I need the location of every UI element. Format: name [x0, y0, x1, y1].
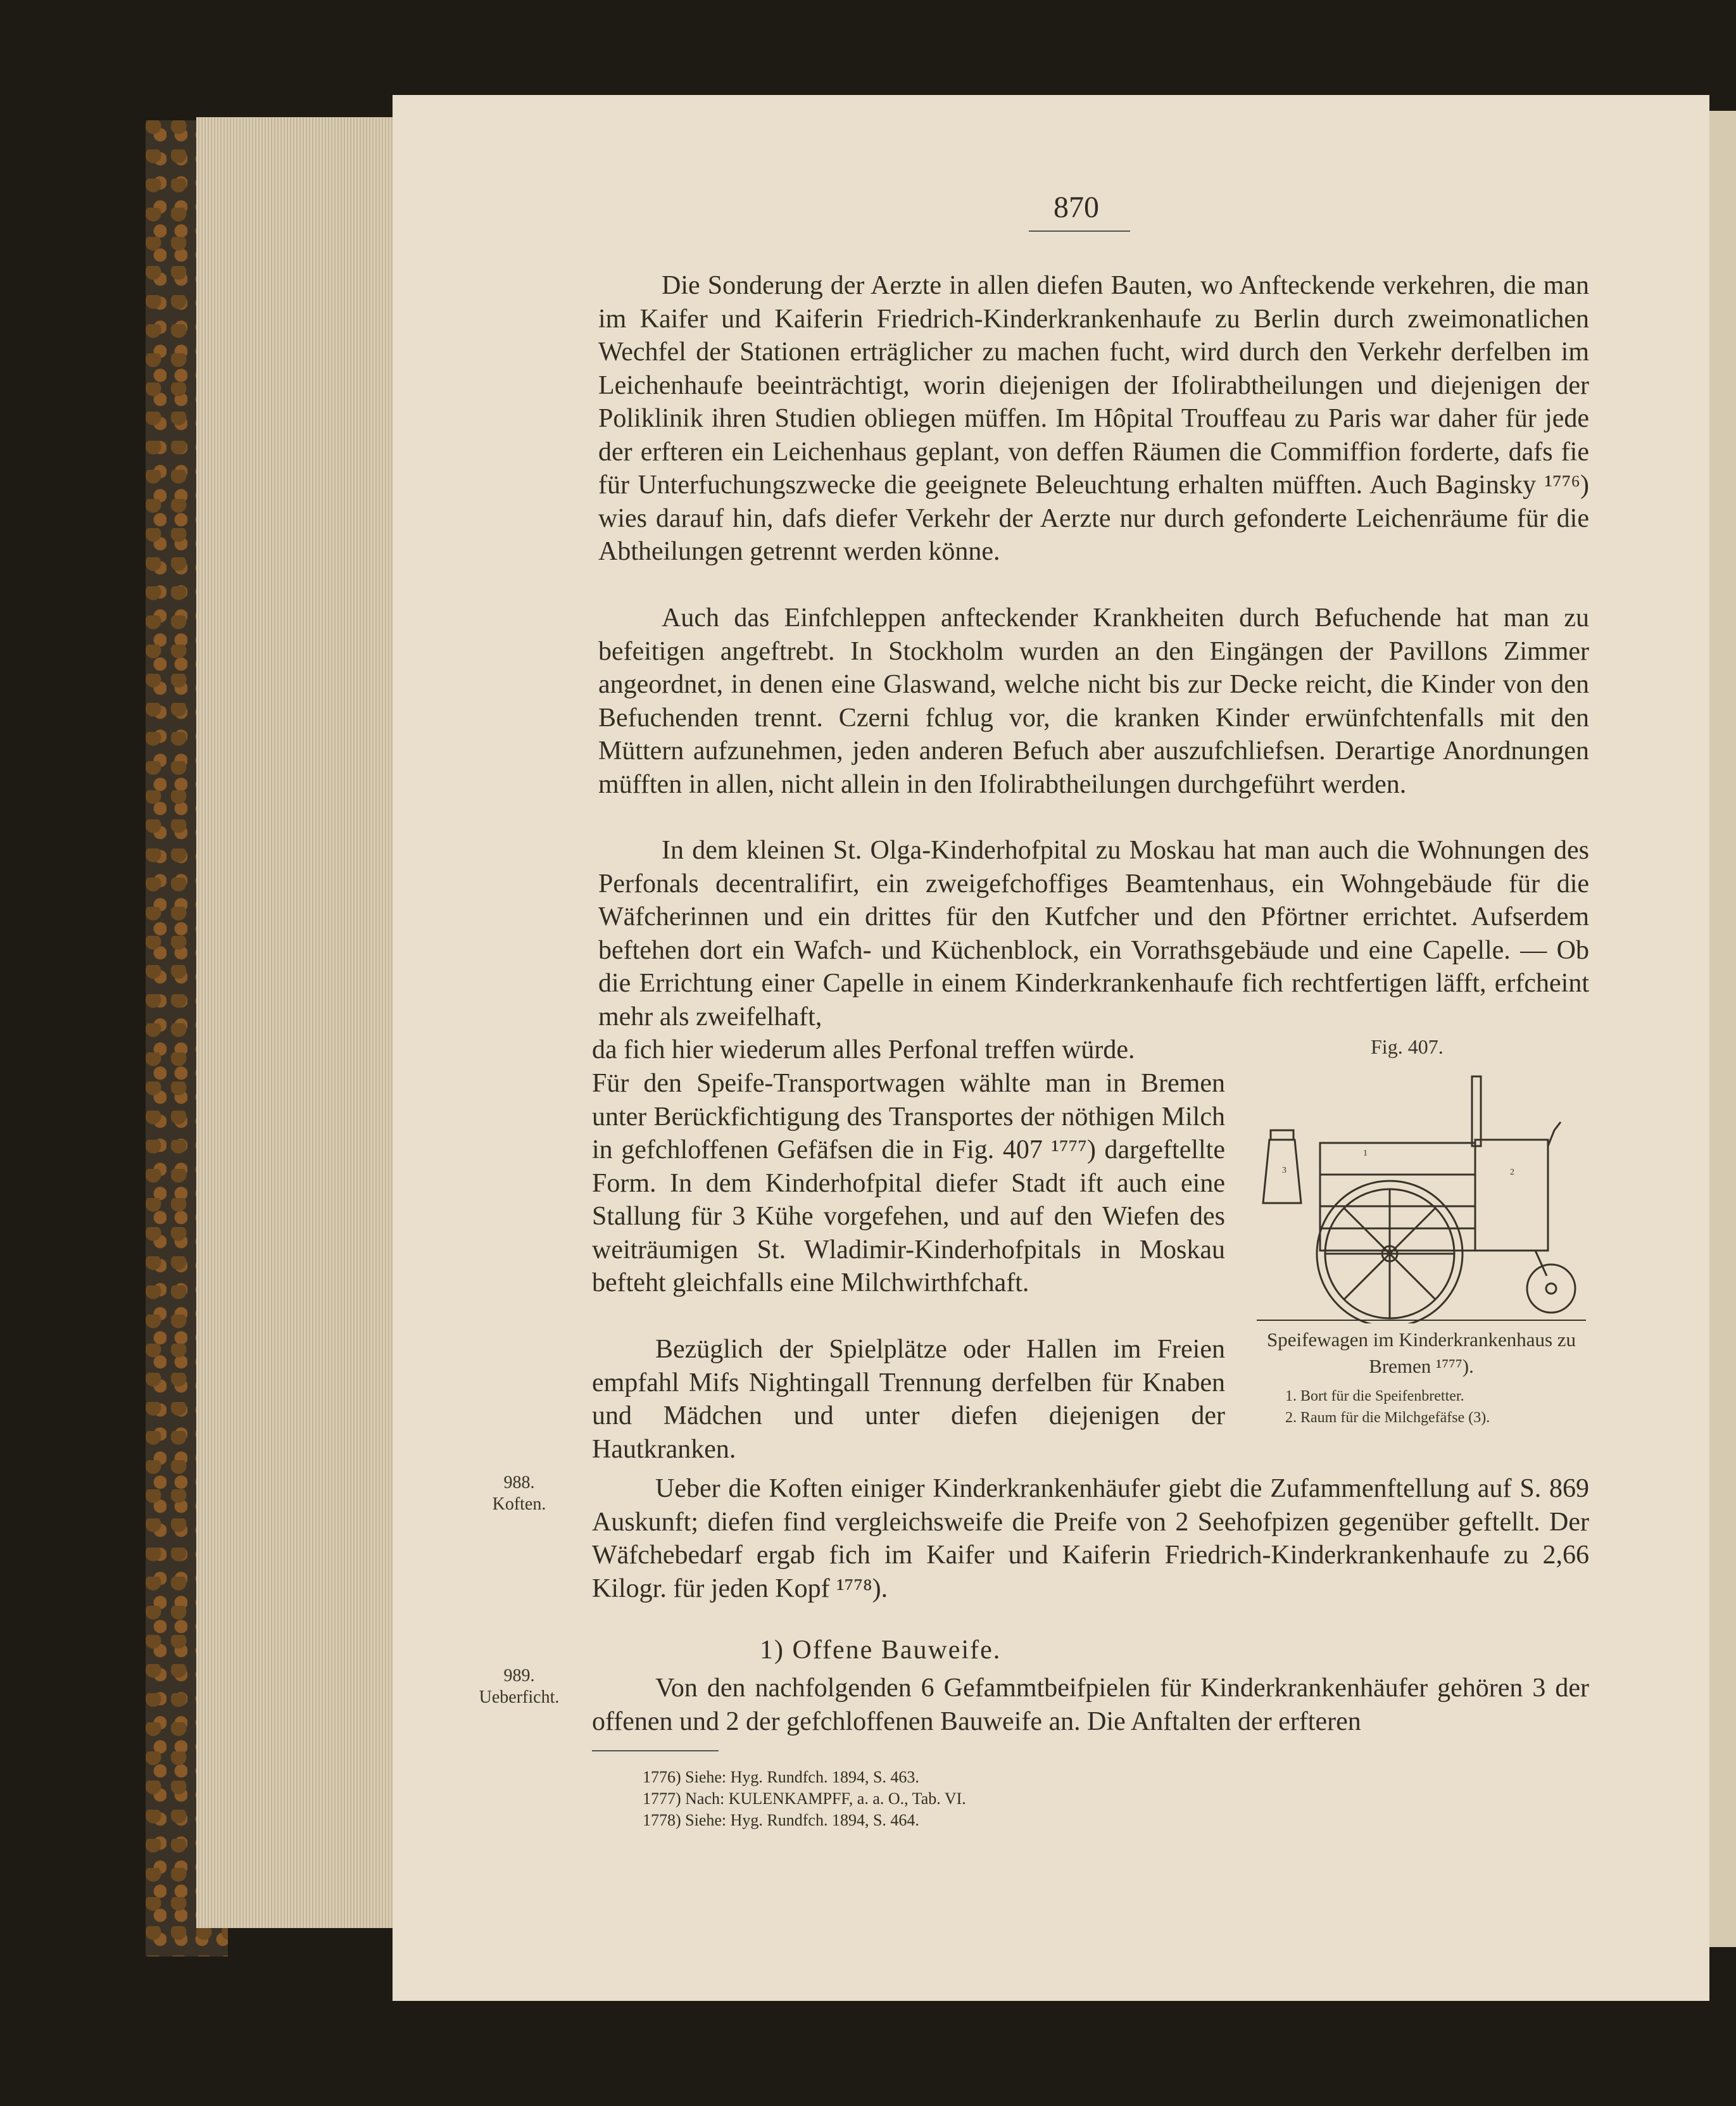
footnote-rule: [592, 1750, 719, 1751]
paragraph-7: Von den nachfolgenden 6 Gefammtbeifpielen für Kinderkrankenhäufer gehören 3 der offenen und 2 der gefchloffenen Bauweife an. Die Anftalten der erfteren: [592, 1674, 1589, 1736]
legend-item-1: 1. Bort für die Speifenbretter.: [1285, 1388, 1464, 1404]
page-edges: [196, 117, 405, 1928]
paragraph-6: Ueber die Koften einiger Kinderkrankenhäufer giebt die Zufammenftellung auf S. 869 Auskunft; diefen find vergleichsweife die Preife von 2 Seehofpizen gegenüber geftellt. Der Wäfchebedarf ergab fich im Kaifer und Kaiferin Friedrich-Kinderkrankenhaufe zu 2,66 Kilogr. für jeden Kopf ¹⁷⁷⁸).: [592, 1474, 1589, 1603]
paragraph-3-end: da fich hier wiederum alles Perfonal treffen würde.: [592, 1035, 1135, 1064]
fig-part-2-label: 2: [1510, 1168, 1514, 1177]
figure-407-food-cart: [1257, 1070, 1586, 1323]
figure-caption: Speifewagen im Kinderkrankenhaus zu Bremen ¹⁷⁷⁷).: [1266, 1328, 1576, 1377]
paragraph-2: Auch das Einfchleppen anfteckender Krankheiten durch Befuchende hat man zu befeitigen angeftrebt. In Stockholm wurden an den Eingängen der Pavillons Zimmer angeordnet, in denen eine Glaswand, welche nicht bis zur Decke reicht, die Kinder von den Befuchenden trennt. Czerni fchlug vor, die kranken Kinder erwünfchtenfalls mit den Müttern aufzunehmen, jeden anderen Befuch aber auszufchliefsen. Derartige Anordnungen müfften in allen, nicht allein in den Ifolirabtheilungen durchgeführt werden.: [598, 603, 1589, 799]
milk-compartment: [1475, 1140, 1548, 1251]
paragraph-1: Die Sonderung der Aerzte in allen diefen Bauten, wo Anfteckende verkehren, die man im Kaifer und Kaiferin Friedrich-Kinderkrankenhaufe zu Berlin durch zweimonatlichen Wechfel der Stationen erträglicher zu machen fucht, wird durch den Verkehr derfelben im Leichenhaufe beeinträchtigt, worin diejenigen der Ifolirabtheilungen und diejenigen der Poliklinik ihren Studien obliegen müffen. Im Hôpital Trouffeau zu Paris war daher für jede der erfteren ein Leichenhaus geplant, von deffen Räumen die Commiffion forderte, dafs fie für Unterfuchungszwecke die geeignete Beleuchtung erhalten müfften. Auch Baginsky ¹⁷⁷⁶) wies darauf hin, dafs diefer Verkehr der Aerzte nur durch gefonderte Leichenräume für die Abtheilungen getrennt werden könne.: [598, 271, 1589, 566]
footnote-1777: 1777) Nach: KULENKAMPFF, a. a. O., Tab. VI.: [643, 1789, 966, 1808]
page-number: 870: [1054, 191, 1099, 224]
paragraph-5: Bezüglich der Spielplätze oder Hallen im Freien empfahl Mifs Nightingall Trennung derfelben für Knaben und Mädchen und unter diefen diejenigen der Hautkranken.: [592, 1335, 1225, 1464]
margin-note-988: [481, 1472, 557, 1515]
margin-note-number: 988.: [503, 1473, 535, 1492]
footnotes: [643, 1767, 966, 1831]
fig-part-3-label: 3: [1282, 1166, 1286, 1175]
small-wheel: [1527, 1264, 1575, 1313]
footnote-1776: 1776) Siehe: Hyg. Rundfch. 1894, S. 463.: [643, 1768, 919, 1786]
paragraph-4: Für den Speife-Transportwagen wählte man in Bremen unter Berückfichtigung des Transportes der nöthigen Milch in gefchloffenen Gefäfsen die in Fig. 407 ¹⁷⁷⁷) dargeftellte Form. In dem Kinderhofpital diefer Stadt ift auch eine Stallung für 3 Kühe vorgefehen, und auf den Wiefen des weiträumigen St. Wladimir-Kinderhofpitals in Moskau befteht gleichfalls eine Milchwirthfchaft.: [592, 1069, 1225, 1297]
margin-note-text: Ueberficht.: [479, 1687, 560, 1707]
margin-note-989: [472, 1665, 567, 1708]
footnote-1778: 1778) Siehe: Hyg. Rundfch. 1894, S. 464.: [643, 1811, 919, 1829]
margin-note-number: 989.: [503, 1666, 535, 1686]
figure-legend: [1285, 1385, 1490, 1428]
legend-item-2: 2. Raum für die Milchgefäfse (3).: [1285, 1409, 1490, 1426]
fig-part-1-label: 1: [1363, 1149, 1368, 1158]
figure-label: Fig. 407.: [1371, 1035, 1444, 1058]
section-heading: 1) Offene Bauweife.: [760, 1636, 1002, 1665]
header-rule: [1029, 230, 1130, 232]
vent-pipe: [1472, 1076, 1481, 1146]
margin-note-text: Koften.: [492, 1494, 546, 1514]
paragraph-3: In dem kleinen St. Olga-Kinderhofpital zu Moskau hat man auch die Wohnungen des Perfonals decentralifirt, ein zweigefchoffiges Beamtenhaus, ein Wohngebäude für die Wäfcherinnen und ein drittes für den Kutfcher und den Pförtner errichtet. Aufserdem beftehen dort ein Wafch- und Küchenblock, ein Vorrathsgebäude und eine Capelle. — Ob die Errichtung einer Capelle in einem Kinderkrankenhaufe fich rechtfertigen läfft, erfcheint mehr als zweifelhaft,: [598, 836, 1589, 1031]
